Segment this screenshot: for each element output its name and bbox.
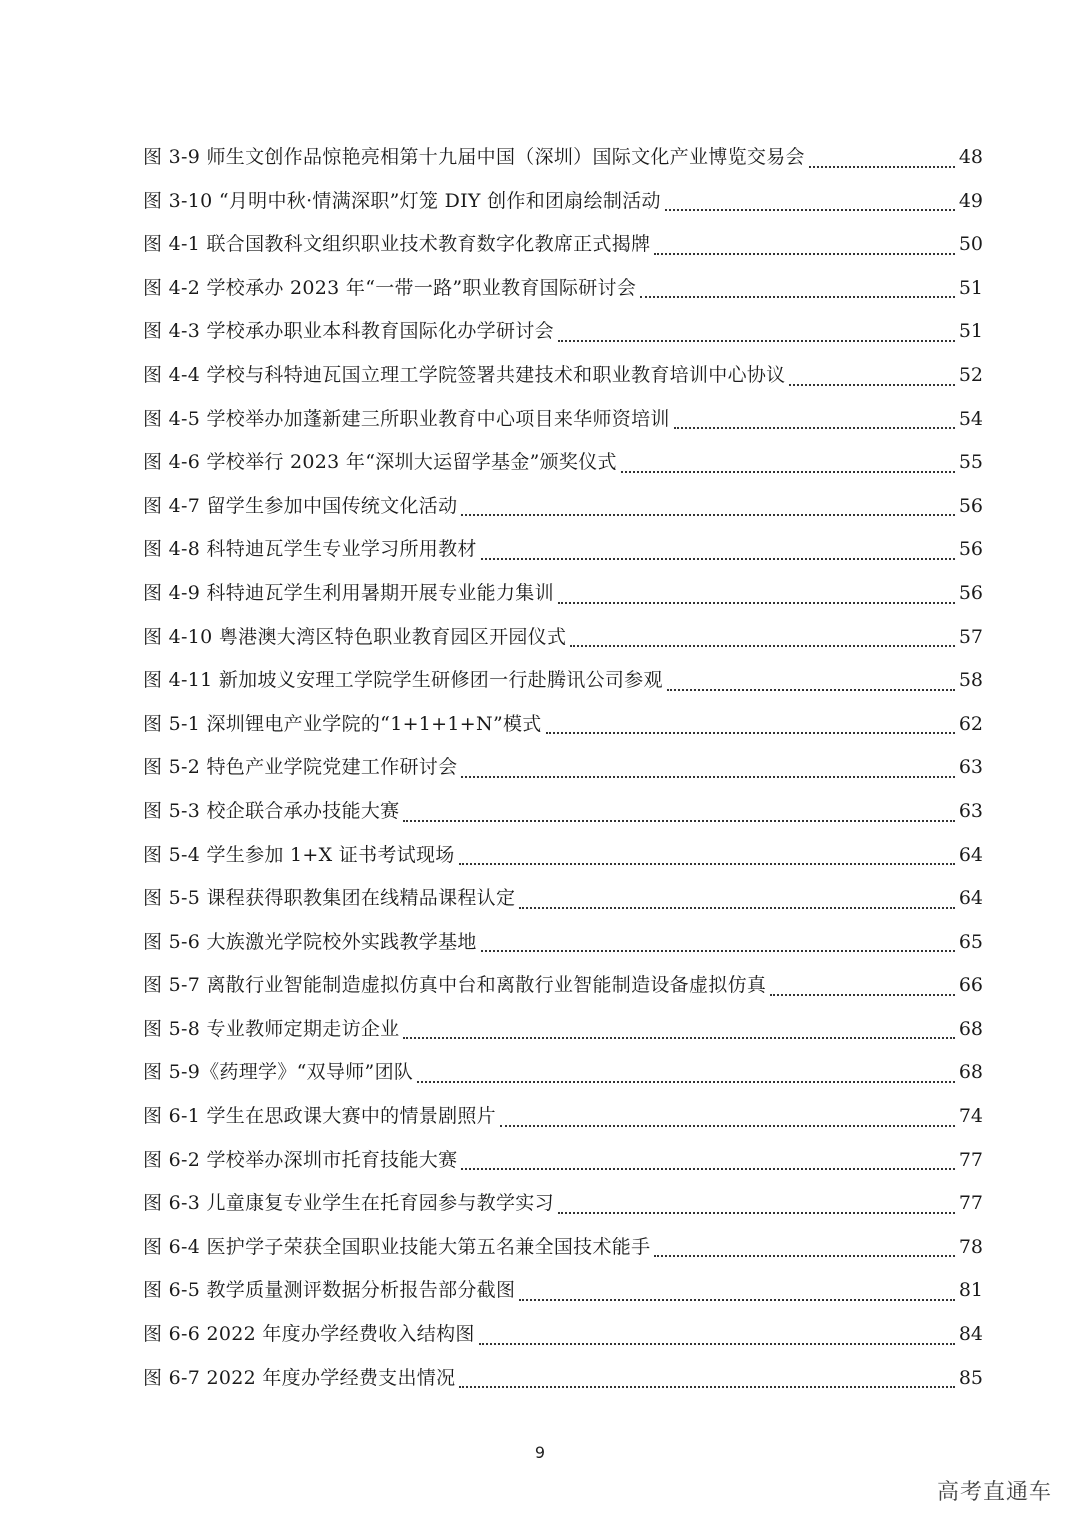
toc-entry-page-number: 51: [958, 276, 983, 299]
toc-entry-label: 图 4-3 学校承办职业本科教育国际化办学研讨会: [143, 320, 554, 343]
toc-entry-label: 图 5-5 课程获得职教集团在线精品课程认定: [143, 887, 516, 910]
toc-dot-leader: [461, 776, 954, 778]
toc-entry-page-number: 84: [958, 1323, 983, 1346]
toc-entry-page-number: 68: [958, 1061, 983, 1084]
toc-entry-label: 图 5-1 深圳锂电产业学院的“1+1+1+N”模式: [143, 712, 542, 735]
toc-entry[interactable]: [143, 1051, 983, 1095]
toc-entry[interactable]: [143, 1357, 983, 1401]
toc-entry-page-number: 77: [958, 1192, 983, 1215]
toc-entry-page-number: 50: [958, 233, 983, 256]
toc-entry-page-number: 78: [958, 1235, 983, 1258]
toc-entry-label: 图 4-9 科特迪瓦学生利用暑期开展专业能力集训: [143, 581, 554, 604]
toc-entry[interactable]: [143, 834, 983, 878]
toc-entry-page-number: 48: [958, 146, 983, 168]
toc-entry[interactable]: [143, 528, 983, 572]
toc-dot-leader: [481, 950, 955, 952]
toc-entry[interactable]: [143, 1095, 983, 1139]
toc-entry[interactable]: [143, 1269, 983, 1313]
toc-entry[interactable]: [143, 310, 983, 354]
toc-dot-leader: [519, 1299, 955, 1301]
toc-dot-leader: [417, 1081, 955, 1083]
page-number: 9: [534, 1443, 546, 1462]
toc-entry[interactable]: [143, 1008, 983, 1052]
toc-entry-page-number: 54: [958, 407, 983, 430]
toc-entry[interactable]: [143, 267, 983, 311]
figure-toc-list: [143, 136, 983, 1400]
toc-dot-leader: [570, 645, 955, 647]
toc-entry[interactable]: [143, 790, 983, 834]
toc-entry-label: 图 5-8 专业教师定期走访企业: [143, 1017, 400, 1040]
toc-entry-page-number: 62: [958, 712, 983, 735]
toc-dot-leader: [546, 732, 955, 734]
toc-dot-leader: [621, 471, 955, 473]
toc-dot-leader: [479, 1343, 955, 1345]
toc-entry-page-number: 63: [958, 756, 983, 779]
toc-entry-page-number: 81: [958, 1279, 983, 1302]
toc-entry-page-number: 51: [958, 320, 983, 343]
toc-entry-label: 图 4-2 学校承办 2023 年“一带一路”职业教育国际研讨会: [143, 276, 637, 299]
toc-entry[interactable]: [143, 398, 983, 442]
toc-entry-label: 图 6-4 医护学子荣获全国职业技能大第五名兼全国技术能手: [143, 1235, 651, 1258]
toc-entry[interactable]: [143, 1182, 983, 1226]
toc-entry-label: 图 4-7 留学生参加中国传统文化活动: [143, 494, 458, 517]
toc-dot-leader: [461, 514, 954, 516]
toc-entry-page-number: 49: [958, 189, 983, 212]
toc-entry[interactable]: [143, 441, 983, 485]
toc-entry-page-number: 66: [958, 974, 983, 997]
toc-entry[interactable]: [143, 1139, 983, 1183]
toc-entry-page-number: 68: [958, 1017, 983, 1040]
toc-entry[interactable]: [143, 921, 983, 965]
toc-dot-leader: [640, 296, 955, 298]
toc-entry[interactable]: [143, 703, 983, 747]
toc-entry-label: 图 6-5 教学质量测评数据分析报告部分截图: [143, 1279, 516, 1302]
toc-dot-leader: [403, 1037, 954, 1039]
toc-dot-leader: [461, 1168, 954, 1170]
toc-dot-leader: [558, 1212, 955, 1214]
toc-entry-page-number: 65: [958, 930, 983, 953]
toc-entry-label: 图 6-3 儿童康复专业学生在托育园参与教学实习: [143, 1192, 554, 1215]
toc-entry-label: 图 5-2 特色产业学院党建工作研讨会: [143, 756, 458, 779]
toc-entry-page-number: 57: [958, 625, 983, 648]
toc-entry-label: 图 4-8 科特迪瓦学生专业学习所用教材: [143, 538, 477, 561]
toc-dot-leader: [519, 907, 955, 909]
toc-entry-page-number: 64: [958, 887, 983, 910]
toc-dot-leader: [459, 863, 955, 865]
toc-entry-page-number: 77: [958, 1148, 983, 1171]
toc-entry-label: 图 3-9 师生文创作品惊艳亮相第十九届中国（深圳）国际文化产业博览交易会: [143, 146, 805, 168]
toc-entry[interactable]: [143, 746, 983, 790]
toc-entry-page-number: 63: [958, 799, 983, 822]
toc-dot-leader: [459, 1386, 954, 1388]
toc-entry-label: 图 4-4 学校与科特迪瓦国立理工学院签署共建技术和职业教育培训中心协议: [143, 363, 786, 386]
toc-dot-leader: [667, 689, 955, 691]
toc-entry-page-number: 56: [958, 581, 983, 604]
toc-entry-label: 图 5-4 学生参加 1+X 证书考试现场: [143, 843, 455, 866]
toc-entry-label: 图 5-6 大族激光学院校外实践教学基地: [143, 930, 477, 953]
toc-entry-label: 图 4-1 联合国教科文组织职业技术教育数字化教席正式揭牌: [143, 233, 651, 256]
toc-entry[interactable]: [143, 877, 983, 921]
toc-dot-leader: [654, 1255, 954, 1257]
toc-entry[interactable]: [143, 223, 983, 267]
toc-entry[interactable]: [143, 1226, 983, 1270]
toc-entry-label: 图 5-9《药理学》“双导师”团队: [143, 1061, 414, 1084]
toc-entry[interactable]: [143, 616, 983, 660]
toc-entry-page-number: 56: [958, 538, 983, 561]
toc-entry-label: 图 6-1 学生在思政课大赛中的情景剧照片: [143, 1105, 496, 1128]
toc-entry[interactable]: [143, 1313, 983, 1357]
toc-entry-page-number: 58: [958, 669, 983, 692]
toc-entry-label: 图 3-10 “月明中秋·情满深职”灯笼 DIY 创作和团扇绘制活动: [143, 189, 661, 212]
toc-entry-label: 图 4-6 学校举行 2023 年“深圳大运留学基金”颁奖仪式: [143, 451, 617, 474]
toc-dot-leader: [674, 427, 955, 429]
toc-entry-page-number: 85: [958, 1366, 983, 1389]
toc-dot-leader: [789, 384, 954, 386]
toc-entry-label: 图 6-7 2022 年度办学经费支出情况: [143, 1366, 456, 1389]
toc-dot-leader: [665, 209, 955, 211]
toc-dot-leader: [770, 994, 955, 996]
toc-entry[interactable]: [143, 659, 983, 703]
toc-entry[interactable]: [143, 572, 983, 616]
toc-entry-page-number: 64: [958, 843, 983, 866]
toc-dot-leader: [481, 558, 955, 560]
toc-dot-leader: [500, 1125, 955, 1127]
toc-entry-page-number: 52: [958, 363, 983, 386]
toc-dot-leader: [558, 340, 955, 342]
toc-entry-page-number: 56: [958, 494, 983, 517]
toc-entry-label: 图 4-11 新加坡义安理工学院学生研修团一行赴腾讯公司参观: [143, 669, 663, 692]
toc-dot-leader: [809, 166, 955, 168]
toc-entry[interactable]: [143, 354, 983, 398]
toc-entry-label: 图 6-2 学校举办深圳市托育技能大赛: [143, 1148, 458, 1171]
toc-dot-leader: [654, 253, 954, 255]
toc-entry[interactable]: [143, 180, 983, 224]
toc-dot-leader: [558, 602, 955, 604]
toc-entry[interactable]: [143, 485, 983, 529]
toc-entry[interactable]: [143, 136, 983, 180]
toc-dot-leader: [403, 820, 954, 822]
toc-entry-label: 图 5-7 离散行业智能制造虚拟仿真中台和离散行业智能制造设备虚拟仿真: [143, 974, 767, 997]
toc-entry-label: 图 6-6 2022 年度办学经费收入结构图: [143, 1323, 475, 1346]
toc-entry-label: 图 5-3 校企联合承办技能大赛: [143, 799, 400, 822]
toc-entry-label: 图 4-10 粤港澳大湾区特色职业教育园区开园仪式: [143, 625, 567, 648]
toc-entry[interactable]: [143, 964, 983, 1008]
toc-entry-page-number: 55: [958, 451, 983, 474]
toc-entry-page-number: 74: [958, 1105, 983, 1128]
watermark-text: 高考直通车: [936, 1480, 1052, 1505]
toc-entry-label: 图 4-5 学校举办加蓬新建三所职业教育中心项目来华师资培训: [143, 407, 670, 430]
